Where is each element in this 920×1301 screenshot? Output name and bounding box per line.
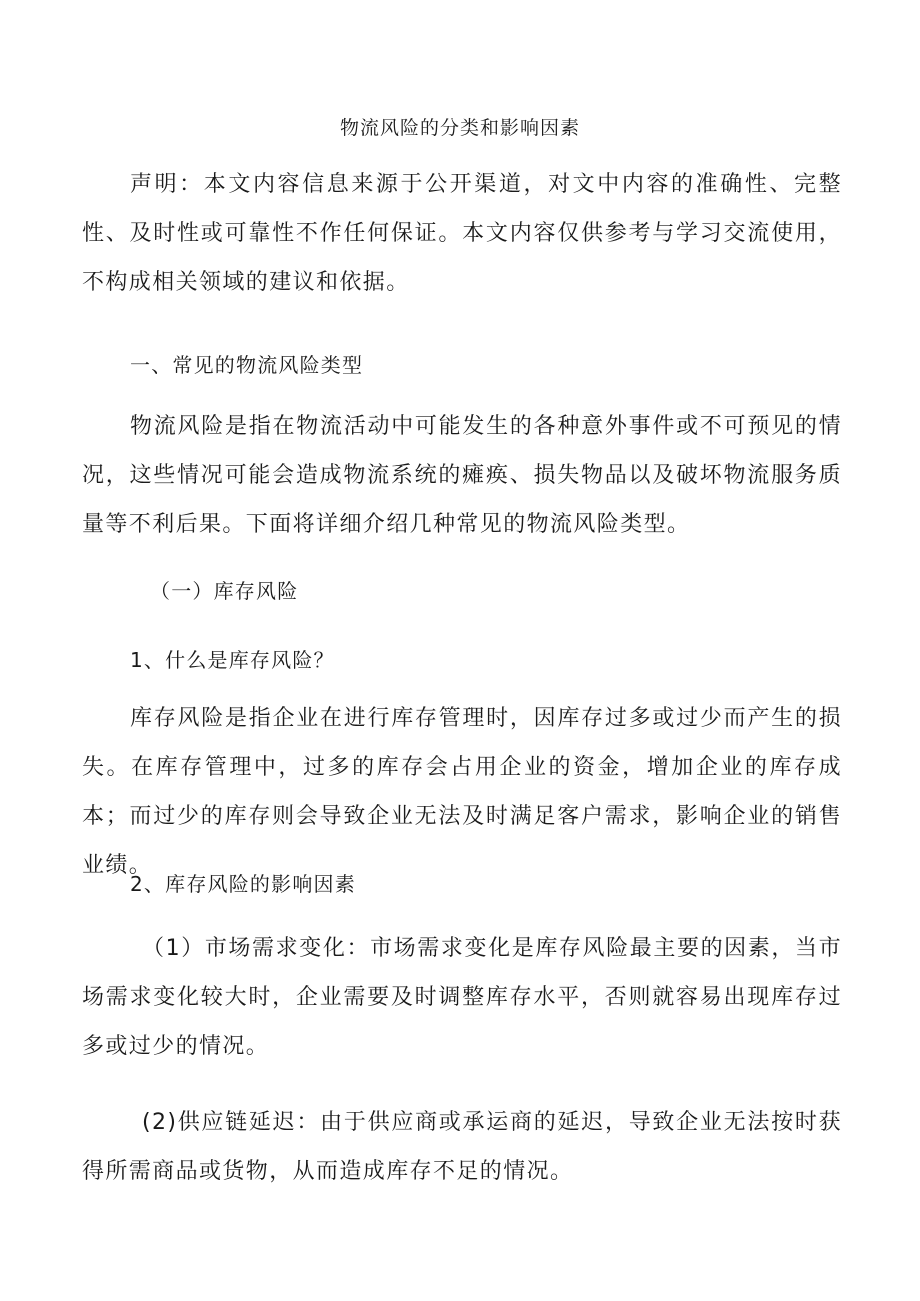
section-intro-paragraph: 物流风险是指在物流活动中可能发生的各种意外事件或不可预见的情况，这些情况可能会造成物流系统的瘫痪、损失物品以及破坏物流服务质量等不利后果。下面将详细介绍几种常见的物流风险类型。 bbox=[82, 414, 842, 537]
factor-1-paragraph: （1）市场需求变化：市场需求变化是库存风险最主要的因素，当市场需求变化较大时，企业需要及时调整库存水平，否则就容易出现库存过多或过少的情况。 bbox=[82, 936, 842, 1059]
disclaimer-paragraph: 声明：本文内容信息来源于公开渠道，对文中内容的准确性、完整性、及时性或可靠性不作任何保证。本文内容仅供参考与学习交流使用，不构成相关领域的建议和依据。 bbox=[82, 172, 842, 295]
subsection-heading: （一）库存风险 bbox=[150, 579, 299, 603]
question-1-heading: 1、什么是库存风险？ bbox=[130, 648, 335, 672]
question-2-heading: 2、库存风险的影响因素 bbox=[130, 872, 356, 896]
question-1-paragraph: 库存风险是指企业在进行库存管理时，因库存过多或过少而产生的损失。在库存管理中，过多的库存会占用企业的资金，增加企业的库存成本；而过少的库存则会导致企业无法及时满足客户需求，影响企业的销售业绩。 bbox=[82, 706, 842, 878]
factor-2-paragraph: (2)供应链延迟：由于供应商或承运商的延迟，导致企业无法按时获得所需商品或货物，从而造成库存不足的情况。 bbox=[82, 1110, 842, 1184]
document-title: 物流风险的分类和影响因素 bbox=[339, 117, 580, 139]
section-heading: 一、常见的物流风险类型 bbox=[130, 353, 364, 377]
